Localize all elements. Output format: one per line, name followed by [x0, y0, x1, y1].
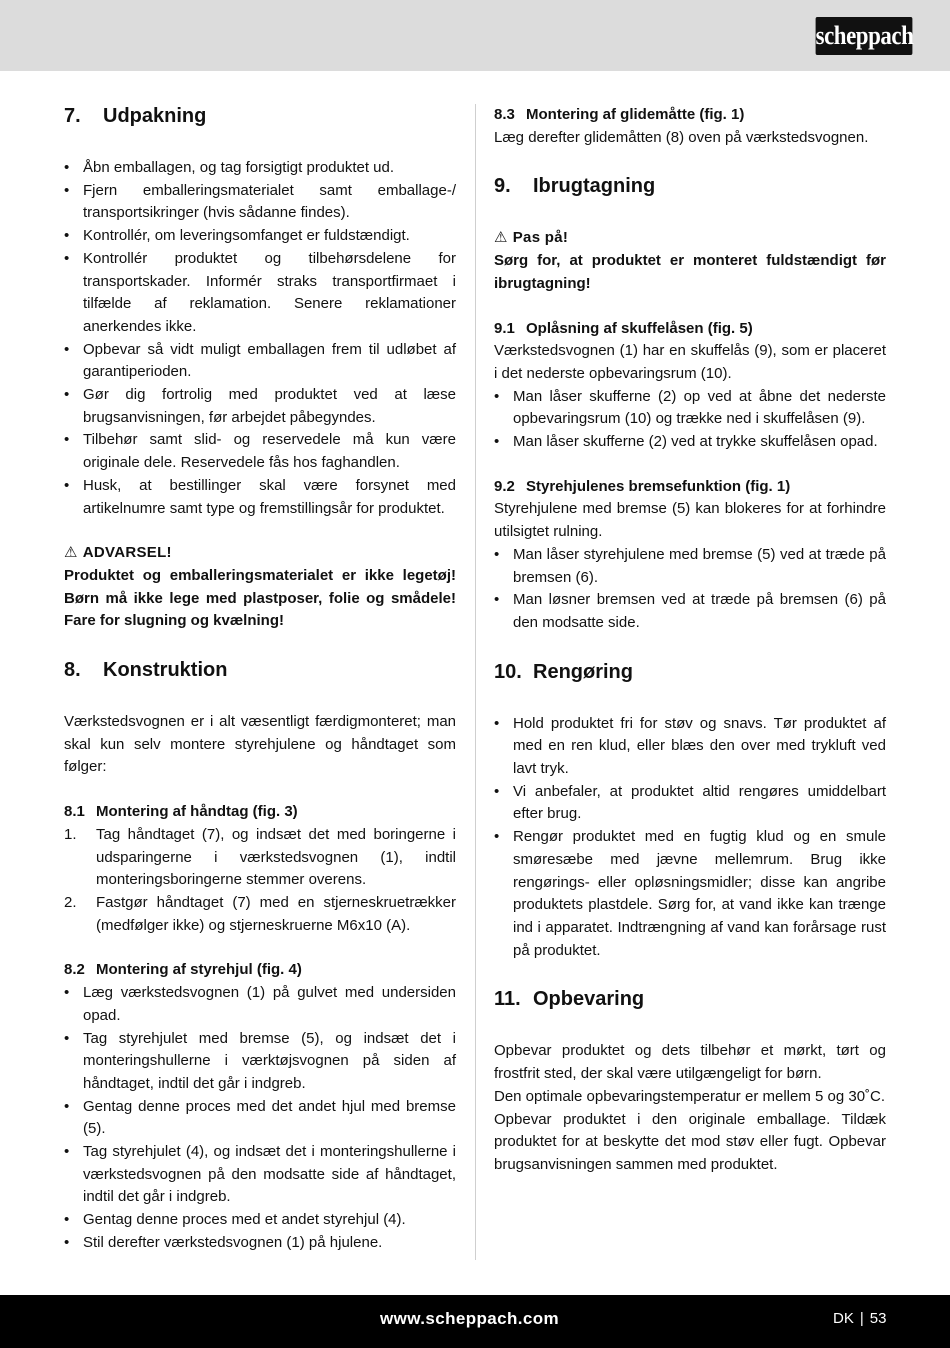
subsection-number: 8.1 [64, 803, 85, 821]
section-7-heading [64, 104, 456, 128]
subsection-8-3-heading [494, 104, 886, 127]
section-title: Udpakning [103, 105, 207, 127]
subsection-9-1-heading [494, 318, 886, 341]
section-9-heading [494, 174, 886, 198]
language-code: DK [833, 1310, 854, 1327]
slide-mat-text: Læg derefter glidemåtten (8) oven på værkstedsvognen. [494, 128, 869, 146]
construction-text: Værkstedsvognen er i alt væsentligt færdigmonteret; man skal kun selv montere styrehjulene og håndtaget som følger: [64, 713, 456, 776]
warning-heading [64, 542, 456, 565]
list-item [64, 824, 456, 892]
list-item: • Stil derefter værkstedsvognen (1) på hjulene. [64, 1232, 456, 1255]
list-item: • Kontrollér, om leveringsomfanget er fuldstændigt. [64, 225, 456, 248]
brake-list [494, 544, 886, 635]
drawer-lock-text: Værkstedsvognen (1) har en skuffelås (9), som er placeret i det nederste opbevaringsrum (10). [494, 342, 886, 382]
page-number [833, 1295, 886, 1343]
subsection-number: 9.1 [494, 319, 515, 337]
page-num: 53 [869, 1310, 887, 1327]
section-number: 9. [494, 175, 511, 198]
cleaning-list [494, 713, 886, 963]
column-divider [475, 104, 476, 1260]
left-column [64, 104, 456, 1255]
subsection-title: Montering af glidemåtte (fig. 1) [526, 106, 745, 123]
warning-icon: ⚠ [64, 544, 78, 562]
list-item: • Gentag denne proces med det andet hjul med bremse (5). [64, 1096, 456, 1141]
list-item: • Man låser skufferne (2) ved at trykke skuffelåsen opad. [494, 431, 886, 454]
warning-text: Produktet og emballeringsmaterialet er ikke legetøj! Børn må ikke lege med plastposer, folie og smådele! Fare for slugning og kvælning! [64, 566, 456, 630]
storage-paragraph: Opbevar produktet i den originale emballage. Tildæk produktet for at beskytte det mod støv eller fugt. Opbevar brugsanvisningen sammen med produktet. [494, 1110, 886, 1173]
list-item: • Tag styrehjulet (4), og indsæt det i monteringshullerne i værkstedsvognen på den modsatte side af håndtaget, indtil det går i indgreb. [64, 1141, 456, 1209]
step-text: Tag håndtaget (7), og indsæt det med boringerne i udsparingerne i værkstedsvognen (1), indtil monteringsboringerne stemmer overens. [96, 825, 456, 889]
subsection-number: 8.3 [494, 106, 515, 123]
section-title: Ibrugtagning [533, 175, 656, 198]
drawer-lock-list [494, 386, 886, 454]
list-item: • Tilbehør samt slid- og reservedele må kun være originale dele. Reservedele fås hos faghandlen. [64, 429, 456, 474]
subsection-title: Oplåsning af skuffelåsen (fig. 5) [526, 319, 753, 337]
subsection-title: Styrehjulenes bremsefunktion (fig. 1) [526, 477, 791, 495]
right-column [494, 104, 886, 1177]
subsection-title: Montering af håndtag (fig. 3) [96, 803, 298, 821]
list-item: • Husk, at bestillinger skal være forsynet med artikelnumre samt type og fremstillingsår for produktet. [64, 475, 456, 520]
brand-logo: scheppach [816, 17, 913, 55]
list-item: • Gentag denne proces med et andet styrehjul (4). [64, 1209, 456, 1232]
list-item: • Åbn emballagen, og tag forsigtigt produktet ud. [64, 157, 456, 180]
list-item [64, 892, 456, 937]
list-item: • Man låser skufferne (2) op ved at åbne det nederste opbevaringsrum (10) og trække ned i skuffelåsen (9). [494, 386, 886, 431]
step-number: 2. [64, 893, 77, 911]
section-number: 8. [64, 659, 81, 682]
subsection-number: 8.2 [64, 961, 85, 979]
section-number: 7. [64, 105, 81, 127]
page-footer [0, 1295, 950, 1348]
list-item: • Læg værkstedsvognen (1) på gulvet med undersiden opad. [64, 982, 456, 1027]
section-number: 11. [494, 988, 521, 1011]
website-link[interactable]: www.scheppach.com [380, 1309, 560, 1328]
list-item: • Man låser styrehjulene med bremse (5) ved at træde på bremsen (6). [494, 544, 886, 589]
caution-heading [494, 227, 886, 250]
list-item: • Vi anbefaler, at produktet altid rengøres umiddelbart efter brug. [494, 781, 886, 826]
subsection-9-2-heading [494, 476, 886, 499]
section-title: Opbevaring [533, 988, 645, 1011]
brake-text: Styrehjulene med bremse (5) kan blokeres for at forhindre utilsigtet rulning. [494, 500, 886, 541]
section-8-heading [64, 658, 456, 682]
list-item: • Man løsner bremsen ved at træde på bremsen (6) på den modsatte side. [494, 589, 886, 634]
section-11-heading [494, 987, 886, 1011]
list-item: • Tag styrehjulet med bremse (5), og indsæt det i monteringshullerne i værktøjsvognen på siden af håndtaget, indtil det går i indgreb. [64, 1028, 456, 1096]
unpacking-list [64, 157, 456, 520]
handle-steps-list [64, 824, 456, 938]
caution-text: Sørg for, at produktet er monteret fuldstændigt før ibrugtagning! [494, 252, 886, 292]
list-item: • Opbevar så vidt muligt emballagen frem til udløbet af garantiperioden. [64, 339, 456, 384]
list-item: • Fjern emballeringsmaterialet samt emballage-/ transportsikringer (hvis sådanne findes). [64, 180, 456, 225]
list-item: • Rengør produktet med en fugtig klud og en smule smøresæbe med jævne mellemrum. Brug ikke rengørings- eller opløsningsmidler; disse kan angribe produktets plastdele. Sørg for, at vand ikke kan trænge ind i apparatet. Indtrængning af vand kan forårsage rust på produktet. [494, 826, 886, 962]
subsection-8-2-heading [64, 959, 456, 982]
section-number: 10. [494, 660, 522, 683]
separator: | [859, 1310, 864, 1327]
storage-paragraph: Opbevar produktet og dets tilbehør et mørkt, tørt og frostfrit sted, der skal være utilgængeligt for børn. [494, 1042, 886, 1083]
warning-title: ADVARSEL! [82, 544, 172, 562]
storage-paragraph: Den optimale opbevaringstemperatur er mellem 5 og 30˚C. [494, 1087, 886, 1105]
section-title: Konstruktion [103, 659, 228, 682]
step-number: 1. [64, 825, 77, 843]
warning-icon: ⚠ [494, 229, 508, 247]
subsection-8-1-heading [64, 801, 456, 824]
subsection-number: 9.2 [494, 477, 515, 495]
subsection-title: Montering af styrehjul (fig. 4) [96, 961, 302, 979]
list-item: • Gør dig fortrolig med produktet ved at læse brugsanvisningen, før arbejdet påbegyndes. [64, 384, 456, 429]
step-text: Fastgør håndtaget (7) med en stjerneskruetrækker (medfølger ikke) og stjerneskruerne M6x10 (A). [96, 893, 456, 934]
list-item: • Kontrollér produktet og tilbehørsdelene for transportskader. Informér straks transportfirmaet i tilfælde af reklamation. Senere reklamationer anerkendes ikke. [64, 248, 456, 339]
section-10-heading [494, 660, 886, 684]
list-item: • Hold produktet fri for støv og snavs. Tør produktet af med en ren klud, eller blæs den over med trykluft ved lavt tryk. [494, 713, 886, 781]
casters-list [64, 982, 456, 1254]
section-title: Rengøring [533, 660, 633, 683]
page-header [0, 0, 950, 71]
caution-title: Pas på! [512, 229, 569, 247]
